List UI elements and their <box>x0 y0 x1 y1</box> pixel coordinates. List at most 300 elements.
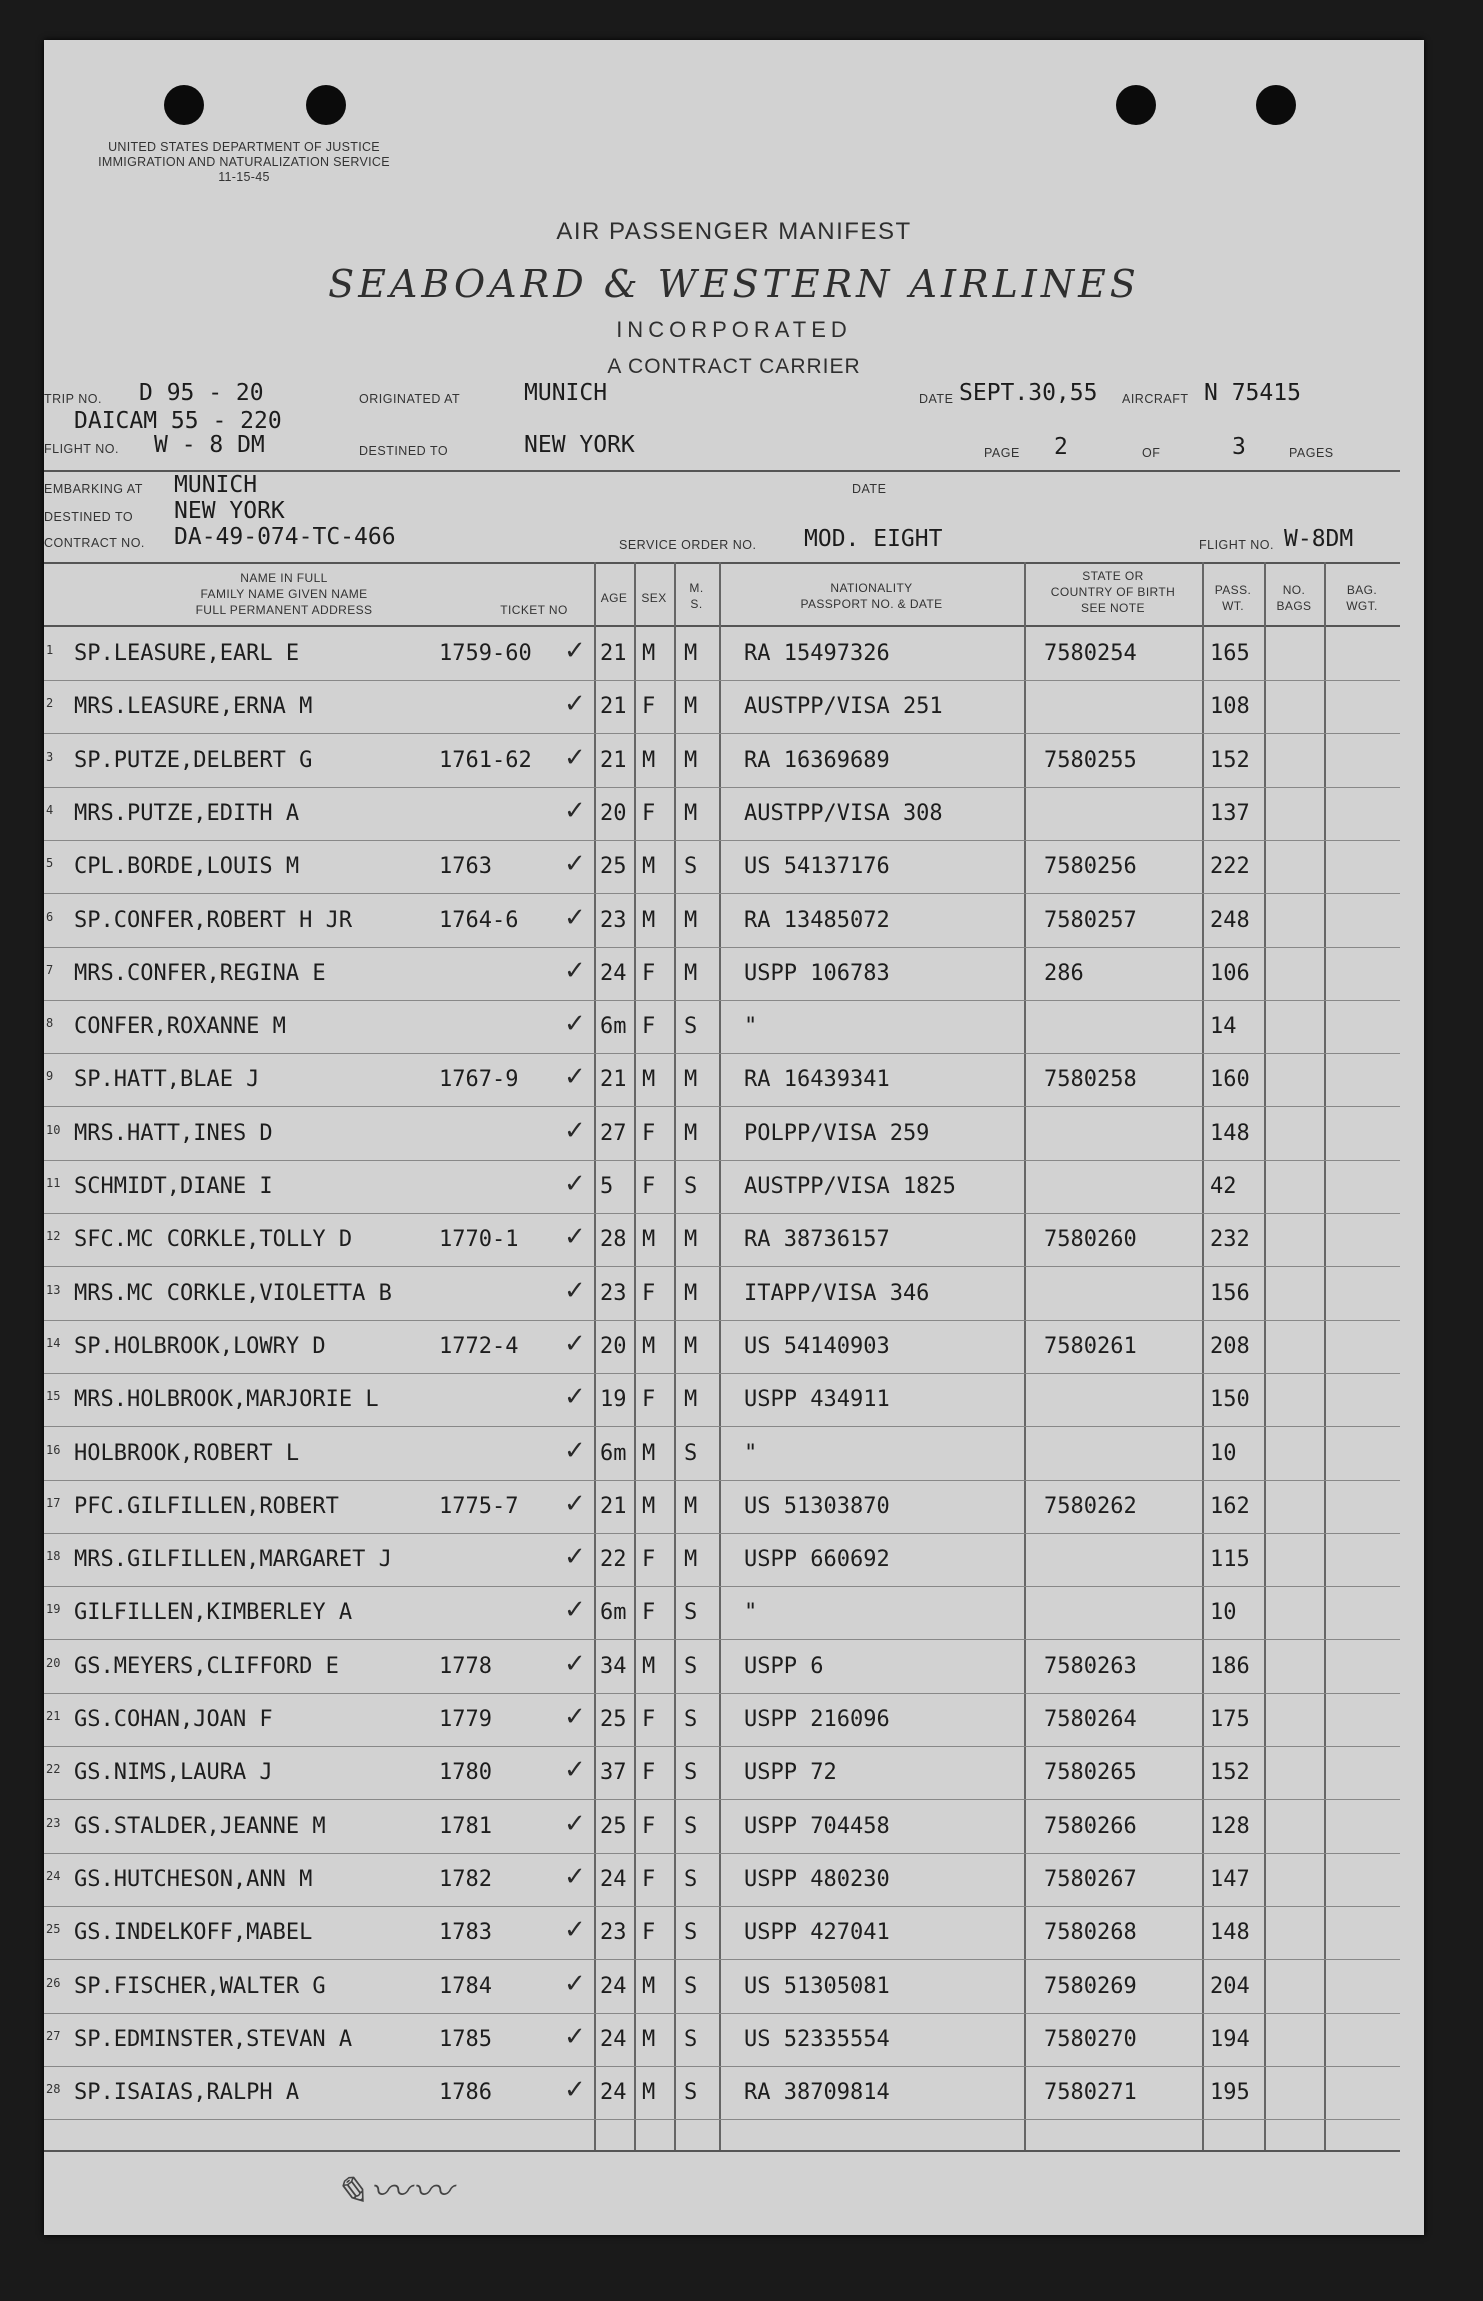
cell-state: 7580254 <box>1044 641 1137 666</box>
cell-age: 21 <box>600 747 627 773</box>
cell-ms: S <box>684 1014 698 1040</box>
row-number: 17 <box>46 1495 61 1510</box>
cell-sex: M <box>642 854 656 880</box>
cell-state: 7580258 <box>1044 1067 1137 1093</box>
table-row <box>44 1747 1424 1800</box>
contract-carrier: A CONTRACT CARRIER <box>607 355 861 378</box>
cell-passport: RA 16439341 <box>744 1067 890 1093</box>
cell-sex: M <box>642 1067 656 1093</box>
cell-age: 21 <box>600 1493 627 1519</box>
check-mark-icon: ✓ <box>564 1808 586 1839</box>
cell-state: 7580261 <box>1044 1333 1137 1359</box>
service-order-value: MOD. EIGHT <box>804 526 943 552</box>
cell-sex: M <box>642 907 656 933</box>
row-number: 12 <box>46 1229 61 1244</box>
cell-passport: USPP 427041 <box>744 1920 890 1946</box>
cell-sex: M <box>642 641 656 666</box>
cell-state: 286 <box>1044 960 1084 986</box>
table-row <box>44 1054 1424 1107</box>
cell-age: 6m <box>600 1440 627 1466</box>
cell-ticket: 1764-6 <box>439 907 519 933</box>
cell-passport: US 54140903 <box>744 1333 890 1359</box>
check-mark-icon: ✓ <box>564 2075 586 2106</box>
cell-state: 7580271 <box>1044 2080 1137 2106</box>
row-number: 5 <box>46 856 54 871</box>
cell-wt: 204 <box>1210 1973 1250 1999</box>
cell-sex: F <box>642 1760 656 1786</box>
table-row <box>44 1641 1424 1694</box>
cell-wt: 106 <box>1210 960 1250 986</box>
cell-passport: USPP 216096 <box>744 1707 890 1732</box>
check-mark-icon: ✓ <box>564 636 586 666</box>
cell-sex: F <box>642 1174 656 1199</box>
check-mark-icon: ✓ <box>564 1488 586 1519</box>
row-number: 16 <box>46 1442 61 1457</box>
cell-age: 24 <box>600 1973 627 1999</box>
cell-passport: RA 15497326 <box>744 641 890 666</box>
cell-sex: F <box>642 1600 656 1626</box>
cell-ms: M <box>684 1227 698 1253</box>
cell-wt: 10 <box>1210 1440 1237 1466</box>
row-number: 15 <box>46 1389 61 1404</box>
cell-passport: US 51305081 <box>744 1973 890 1999</box>
cell-passport: USPP 106783 <box>744 960 890 986</box>
row-number: 3 <box>46 749 54 764</box>
cell-wt: 194 <box>1210 2026 1250 2052</box>
date-label: DATE <box>919 392 954 406</box>
cell-ms: M <box>684 1387 698 1413</box>
cell-passport: US 54137176 <box>744 854 890 880</box>
cell-sex: M <box>642 1653 656 1679</box>
cell-wt: 148 <box>1210 1920 1250 1946</box>
check-mark-icon: ✓ <box>564 1861 586 1892</box>
embarking-at-value: MUNICH <box>174 472 258 498</box>
cell-name: GS.NIMS,LAURA J <box>74 1760 273 1786</box>
row-number: 26 <box>46 1975 61 1990</box>
cell-age: 34 <box>600 1653 627 1679</box>
cell-ms: M <box>684 1067 698 1093</box>
page-label: PAGE <box>984 446 1020 460</box>
cell-passport: AUSTPP/VISA 1825 <box>744 1174 956 1199</box>
check-mark-icon: ✓ <box>564 849 586 880</box>
row-number: 28 <box>46 2082 61 2097</box>
punch-hole-icon <box>306 85 346 125</box>
aircraft-value: N 75415 <box>1204 380 1301 406</box>
cell-sex: M <box>642 1440 656 1466</box>
cell-wt: 150 <box>1210 1387 1250 1413</box>
cell-wt: 186 <box>1210 1653 1250 1679</box>
check-mark-icon: ✓ <box>564 1009 586 1040</box>
cell-wt: 208 <box>1210 1333 1250 1359</box>
row-number: 21 <box>46 1709 61 1723</box>
table-row <box>44 1854 1424 1907</box>
cell-wt: 160 <box>1210 1067 1250 1093</box>
cell-sex: M <box>642 1973 656 1999</box>
cell-sex: F <box>642 1014 656 1040</box>
cell-passport: USPP 6 <box>744 1653 824 1679</box>
cell-passport: USPP 434911 <box>744 1387 890 1413</box>
cell-ms: S <box>684 1600 698 1626</box>
manifest-sheet <box>44 40 1424 2235</box>
cell-ms: S <box>684 1920 698 1946</box>
cell-name: SP.LEASURE,EARL E <box>74 641 300 666</box>
cell-ticket: 1781 <box>439 1813 492 1839</box>
cell-passport: " <box>744 1600 758 1626</box>
row-number: 22 <box>46 1762 61 1777</box>
check-mark-icon: ✓ <box>564 742 586 773</box>
cell-sex: M <box>642 747 656 773</box>
cell-name: SP.HOLBROOK,LOWRY D <box>74 1333 326 1359</box>
table-row <box>44 1161 1424 1214</box>
cell-ms: S <box>684 1440 698 1466</box>
cell-state: 7580269 <box>1044 1973 1137 1999</box>
cell-sex: F <box>642 1866 656 1892</box>
row-number: 23 <box>46 1815 61 1830</box>
cell-ms: M <box>684 1333 698 1359</box>
row-number: 20 <box>46 1655 61 1670</box>
contract-no-label: CONTRACT NO. <box>44 536 145 550</box>
cell-passport: AUSTPP/VISA 251 <box>744 694 943 720</box>
nationality-column-header: NATIONALITY PASSPORT NO. & DATE <box>800 581 943 611</box>
cell-state: 7580260 <box>1044 1227 1137 1253</box>
cell-wt: 152 <box>1210 747 1250 773</box>
cell-sex: M <box>642 1227 656 1253</box>
cell-wt: 147 <box>1210 1866 1250 1892</box>
cell-name: MRS.HOLBROOK,MARJORIE L <box>74 1387 379 1413</box>
agency-date: 11-15-45 <box>218 170 270 184</box>
cell-ticket: 1786 <box>439 2080 492 2106</box>
cell-sex: F <box>642 1813 656 1839</box>
table-row <box>44 1587 1424 1640</box>
table-row <box>44 1534 1424 1587</box>
agency-line: IMMIGRATION AND NATURALIZATION SERVICE <box>98 155 390 169</box>
cell-passport: " <box>744 1014 758 1040</box>
cell-sex: F <box>642 1120 656 1146</box>
cell-state: 7580263 <box>1044 1653 1137 1679</box>
cell-ms: M <box>684 1280 698 1306</box>
originated-at-label: ORIGINATED AT <box>359 392 461 406</box>
cell-state: 7580262 <box>1044 1493 1137 1519</box>
cell-state: 7580265 <box>1044 1760 1137 1786</box>
flight-no-label: FLIGHT NO. <box>44 442 119 456</box>
row-number: 24 <box>46 1868 61 1883</box>
cell-passport: RA 38709814 <box>744 2080 890 2106</box>
table-row <box>44 1801 1424 1854</box>
check-mark-icon: ✓ <box>564 1968 586 1999</box>
cell-passport: USPP 660692 <box>744 1547 890 1573</box>
cell-name: SP.EDMINSTER,STEVAN A <box>74 2026 353 2052</box>
cell-state: 7580264 <box>1044 1707 1137 1732</box>
check-mark-icon: ✓ <box>564 1435 586 1466</box>
check-mark-icon: ✓ <box>564 902 586 933</box>
cell-wt: 162 <box>1210 1493 1250 1519</box>
airline-incorporated: INCORPORATED <box>616 317 852 342</box>
cell-sex: M <box>642 2026 656 2052</box>
check-mark-icon: ✓ <box>564 1275 586 1306</box>
cell-name: SP.FISCHER,WALTER G <box>74 1973 326 1999</box>
cell-age: 23 <box>600 907 627 933</box>
cell-passport: RA 16369689 <box>744 747 890 773</box>
cell-age: 21 <box>600 694 627 720</box>
cell-ms: S <box>684 2026 698 2052</box>
table-row <box>44 1694 1424 1747</box>
cell-wt: 108 <box>1210 694 1250 720</box>
cell-passport: US 52335554 <box>744 2026 890 2052</box>
cell-name: SP.PUTZE,DELBERT G <box>74 747 313 773</box>
cell-name: GS.STALDER,JEANNE M <box>74 1813 326 1839</box>
cell-ms: M <box>684 1493 698 1519</box>
cell-age: 6m <box>600 1600 627 1626</box>
cell-age: 25 <box>600 854 627 880</box>
check-mark-icon: ✓ <box>564 1062 586 1093</box>
cell-wt: 156 <box>1210 1280 1250 1306</box>
cell-name: MRS.MC CORKLE,VIOLETTA B <box>74 1280 392 1306</box>
cell-sex: M <box>642 2080 656 2106</box>
cell-name: CPL.BORDE,LOUIS M <box>74 854 300 880</box>
cell-sex: M <box>642 1333 656 1359</box>
daicam-value: DAICAM 55 - 220 <box>74 408 282 434</box>
aircraft-label: AIRCRAFT <box>1122 392 1189 406</box>
cell-wt: 175 <box>1210 1707 1250 1732</box>
ms-column-header: M. S. <box>689 581 704 611</box>
cell-wt: 148 <box>1210 1120 1250 1146</box>
cell-name: MRS.CONFER,REGINA E <box>74 960 326 986</box>
row-number: 14 <box>46 1335 61 1350</box>
cell-ms: S <box>684 1866 698 1892</box>
flight-no-label-2: FLIGHT NO. <box>1199 538 1274 552</box>
cell-name: SP.CONFER,ROBERT H JR <box>74 907 353 933</box>
cell-ms: S <box>684 2080 698 2106</box>
cell-name: SP.ISAIAS,RALPH A <box>74 2080 300 2106</box>
cell-ms: M <box>684 1120 698 1146</box>
service-order-label: SERVICE ORDER NO. <box>619 538 757 552</box>
cell-age: 24 <box>600 1866 627 1892</box>
row-number: 7 <box>46 962 54 977</box>
cell-name: MRS.PUTZE,EDITH A <box>74 800 300 826</box>
cell-ms: M <box>684 800 698 826</box>
table-row <box>44 1374 1424 1427</box>
cell-passport: USPP 704458 <box>744 1813 890 1839</box>
pages-label: PAGES <box>1289 446 1334 460</box>
cell-wt: 222 <box>1210 854 1250 880</box>
row-number: 6 <box>46 909 54 924</box>
cell-ticket: 1775-7 <box>439 1493 519 1519</box>
cell-state: 7580270 <box>1044 2026 1137 2052</box>
cell-wt: 14 <box>1210 1014 1237 1040</box>
cell-ms: S <box>684 1813 698 1839</box>
cell-passport: RA 13485072 <box>744 907 890 933</box>
cell-wt: 195 <box>1210 2080 1250 2106</box>
row-number: 8 <box>46 1016 54 1031</box>
row-number: 1 <box>46 643 54 657</box>
embarking-at-label: EMBARKING AT <box>44 482 143 496</box>
cell-state: 7580268 <box>1044 1920 1137 1946</box>
check-mark-icon: ✓ <box>564 1222 586 1253</box>
table-row <box>44 1268 1424 1321</box>
contract-no-value: DA-49-074-TC-466 <box>174 524 396 550</box>
cell-age: 6m <box>600 1014 627 1040</box>
cell-name: CONFER,ROXANNE M <box>74 1014 286 1040</box>
cell-ticket: 1783 <box>439 1920 492 1946</box>
cell-ticket: 1761-62 <box>439 747 532 773</box>
cell-sex: F <box>642 1387 656 1413</box>
cell-age: 5 <box>600 1174 614 1199</box>
cell-passport: POLPP/VISA 259 <box>744 1120 930 1146</box>
cell-age: 24 <box>600 2026 627 2052</box>
cell-age: 25 <box>600 1813 627 1839</box>
cell-wt: 152 <box>1210 1760 1250 1786</box>
table-row <box>44 1108 1424 1161</box>
cell-ms: M <box>684 960 698 986</box>
table-row <box>44 628 1424 681</box>
table-row <box>44 1428 1424 1481</box>
table-row <box>44 1907 1424 1960</box>
destined-to-label: DESTINED TO <box>359 444 449 458</box>
agency-line: UNITED STATES DEPARTMENT OF JUSTICE <box>108 140 380 154</box>
cell-ticket: 1780 <box>439 1760 492 1786</box>
cell-name: GS.COHAN,JOAN F <box>74 1707 273 1732</box>
signature-scribble: ✎〰〰 <box>334 2169 454 2215</box>
cell-age: 20 <box>600 800 627 826</box>
cell-sex: F <box>642 960 656 986</box>
cell-ticket: 1763 <box>439 854 492 880</box>
age-column-header: AGE <box>600 591 628 605</box>
check-mark-icon: ✓ <box>564 1702 586 1732</box>
cell-age: 19 <box>600 1387 627 1413</box>
date-value: SEPT.30,55 <box>959 380 1098 406</box>
cell-sex: F <box>642 694 656 720</box>
cell-age: 24 <box>600 2080 627 2106</box>
cell-state: 7580256 <box>1044 854 1137 880</box>
cell-age: 21 <box>600 641 627 666</box>
state-column-header: STATE OR COUNTRY OF BIRTH SEE NOTE <box>1050 569 1176 615</box>
cell-name: MRS.LEASURE,ERNA M <box>74 694 313 720</box>
row-number: 13 <box>46 1282 61 1297</box>
check-mark-icon: ✓ <box>564 1328 586 1359</box>
table-row <box>44 681 1424 734</box>
check-mark-icon: ✓ <box>564 1915 586 1946</box>
cell-passport: US 51303870 <box>744 1493 890 1519</box>
date-label-2: DATE <box>852 482 887 496</box>
cell-sex: F <box>642 800 656 826</box>
cell-wt: 137 <box>1210 800 1250 826</box>
cell-name: SFC.MC CORKLE,TOLLY D <box>74 1227 353 1253</box>
cell-wt: 128 <box>1210 1813 1250 1839</box>
sex-column-header: SEX <box>641 591 667 605</box>
cell-wt: 165 <box>1210 641 1250 666</box>
cell-name: GS.HUTCHESON,ANN M <box>74 1866 313 1892</box>
cell-ticket: 1772-4 <box>439 1333 519 1359</box>
cell-name: HOLBROOK,ROBERT L <box>74 1440 300 1466</box>
cell-wt: 248 <box>1210 907 1250 933</box>
cell-name: SCHMIDT,DIANE I <box>74 1174 273 1199</box>
table-row <box>44 2067 1424 2120</box>
check-mark-icon: ✓ <box>564 1595 586 1626</box>
cell-name: SP.HATT,BLAE J <box>74 1067 260 1093</box>
check-mark-icon: ✓ <box>564 1169 586 1199</box>
table-row <box>44 895 1424 948</box>
row-number: 9 <box>46 1069 54 1084</box>
cell-passport: " <box>744 1440 758 1466</box>
punch-hole-icon <box>164 85 204 125</box>
airline-name: SEABOARD & WESTERN AIRLINES <box>328 262 1140 306</box>
row-number: 4 <box>46 802 54 817</box>
table-top-rule <box>44 562 1400 564</box>
trip-no-value: D 95 - 20 <box>139 380 264 406</box>
cell-age: 23 <box>600 1280 627 1306</box>
row-number: 11 <box>46 1176 61 1190</box>
table-row <box>44 1961 1424 2014</box>
row-number: 2 <box>46 696 54 711</box>
agency-stamp <box>54 140 434 185</box>
cell-sex: F <box>642 1707 656 1732</box>
cell-ticket: 1784 <box>439 1973 492 1999</box>
table-row <box>44 1481 1424 1534</box>
cell-passport: ITAPP/VISA 346 <box>744 1280 930 1306</box>
cell-passport: USPP 480230 <box>744 1866 890 1892</box>
table-header-rule <box>44 625 1400 627</box>
table-row <box>44 1321 1424 1374</box>
cell-ms: M <box>684 641 698 666</box>
cell-ticket: 1770-1 <box>439 1227 519 1253</box>
cell-sex: F <box>642 1280 656 1306</box>
cell-ms: M <box>684 907 698 933</box>
cell-name: MRS.HATT,INES D <box>74 1120 273 1146</box>
check-mark-icon: ✓ <box>564 1542 586 1573</box>
flight-no-value-2: W-8DM <box>1284 526 1354 552</box>
cell-wt: 10 <box>1210 1600 1237 1626</box>
table-row <box>44 1001 1424 1054</box>
cell-ticket: 1759-60 <box>439 641 532 666</box>
cell-state: 7580266 <box>1044 1813 1137 1839</box>
cell-ticket: 1779 <box>439 1707 492 1732</box>
pass-wt-column-header: PASS. WT. <box>1214 583 1252 613</box>
cell-ms: M <box>684 747 698 773</box>
cell-sex: M <box>642 1493 656 1519</box>
table-bottom-rule <box>44 2150 1400 2152</box>
cell-ticket: 1767-9 <box>439 1067 519 1093</box>
of-value: 3 <box>1232 434 1246 460</box>
originated-at-value: MUNICH <box>524 380 608 406</box>
cell-passport: USPP 72 <box>744 1760 837 1786</box>
destined-to-value-2: NEW YORK <box>174 498 285 524</box>
cell-wt: 232 <box>1210 1227 1250 1253</box>
table-row <box>44 2014 1424 2067</box>
table-row <box>44 788 1424 841</box>
no-bags-column-header: NO. BAGS <box>1276 583 1312 613</box>
cell-state: 7580255 <box>1044 747 1137 773</box>
manifest-title: AIR PASSENGER MANIFEST <box>556 218 912 245</box>
bag-wgt-column-header: BAG. WGT. <box>1346 583 1378 613</box>
punch-hole-icon <box>1116 85 1156 125</box>
check-mark-icon: ✓ <box>564 1648 586 1679</box>
cell-ms: S <box>684 1973 698 1999</box>
check-mark-icon: ✓ <box>564 1382 586 1413</box>
cell-age: 27 <box>600 1120 627 1146</box>
table-row <box>44 841 1424 894</box>
cell-name: GS.INDELKOFF,MABEL <box>74 1920 313 1946</box>
row-number: 19 <box>46 1602 61 1617</box>
check-mark-icon: ✓ <box>564 2021 586 2052</box>
cell-wt: 42 <box>1210 1174 1237 1199</box>
table-row <box>44 1214 1424 1267</box>
row-number: 18 <box>46 1549 61 1564</box>
trip-no-label: TRIP NO. <box>44 392 102 406</box>
row-number: 27 <box>46 2028 61 2043</box>
destined-to-label-2: DESTINED TO <box>44 510 134 524</box>
name-column-header: NAME IN FULL FAMILY NAME GIVEN NAME FULL PERMANENT ADDRESS <box>195 571 373 617</box>
punch-hole-icon <box>1256 85 1296 125</box>
